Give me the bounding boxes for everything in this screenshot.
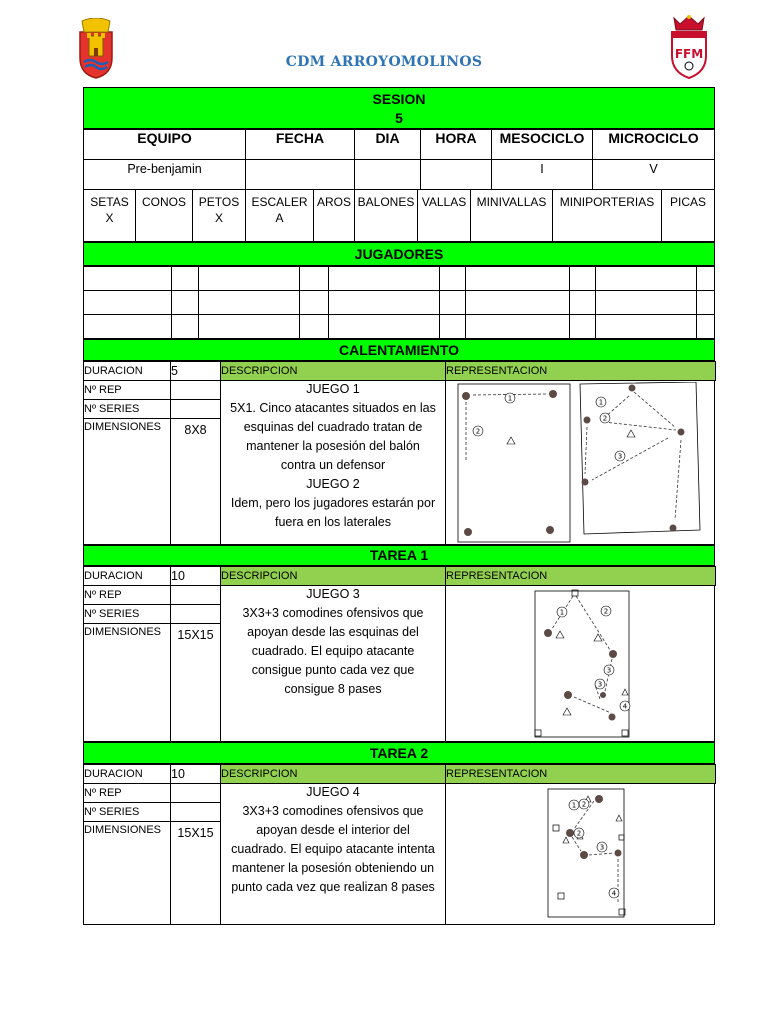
task1-descripcion-header: DESCRIPCION bbox=[220, 566, 446, 586]
desc-line: cuadrado. El equipo atacante intenta bbox=[231, 842, 435, 856]
material-setas-mark: X bbox=[105, 211, 114, 225]
material-escalera: ESCALER bbox=[251, 195, 308, 209]
warmup-series-label: Nº SERIES bbox=[83, 399, 171, 419]
task1-duracion-value: 10 bbox=[170, 566, 221, 586]
desc-line: 3X3+3 comodines ofensivos que bbox=[242, 804, 424, 818]
warmup-rep-label: Nº REP bbox=[83, 380, 171, 400]
desc-line: contra un defensor bbox=[280, 458, 386, 472]
material-vallas: VALLAS bbox=[421, 195, 467, 209]
task2-num-2: 2 bbox=[581, 800, 587, 809]
task1-dimensiones-label: DIMENSIONES bbox=[83, 623, 171, 742]
task1-representacion-header: REPRESENTACION bbox=[445, 566, 716, 586]
desc-line: apoyan desde las esquinas del bbox=[247, 625, 419, 639]
desc-line: mantener la posesión del balón bbox=[246, 439, 420, 453]
desc-line: JUEGO 2 bbox=[306, 477, 360, 491]
session-banner bbox=[83, 87, 715, 129]
session-label: SESION bbox=[372, 91, 426, 107]
task2-diagram bbox=[546, 787, 626, 921]
task1-title: TAREA 1 bbox=[369, 547, 429, 563]
material-aros: AROS bbox=[316, 195, 351, 209]
players-table bbox=[83, 266, 715, 339]
session-info-table bbox=[83, 129, 715, 190]
task2-num-4: 4 bbox=[611, 889, 617, 898]
task1-dimensiones-value: 15X15 bbox=[170, 623, 221, 742]
desc-line: cuadrado. El equipo atacante bbox=[251, 644, 415, 658]
value-microciclo: V bbox=[649, 162, 658, 176]
task1-num-3b: 3 bbox=[597, 680, 603, 689]
desc-line: 3X3+3 comodines ofensivos que bbox=[242, 606, 424, 620]
warmup-num-1b: 1 bbox=[598, 398, 604, 407]
task2-description bbox=[220, 783, 446, 925]
header-mesociclo: MESOCICLO bbox=[499, 130, 585, 146]
material-petos: PETOS bbox=[198, 195, 240, 209]
warmup-banner bbox=[83, 339, 715, 361]
header-equipo: EQUIPO bbox=[137, 130, 192, 146]
desc-line: 5X1. Cinco atacantes situados en las bbox=[230, 401, 436, 415]
task1-num-2: 2 bbox=[603, 607, 609, 616]
desc-line: mantener la posesión obteniendo un bbox=[231, 861, 435, 875]
task2-banner bbox=[83, 742, 715, 764]
warmup-title: CALENTAMIENTO bbox=[338, 342, 460, 358]
warmup-num-2b: 2 bbox=[602, 414, 608, 423]
material-escalera-mark: A bbox=[275, 211, 284, 225]
task2-duracion-label: DURACION bbox=[83, 764, 171, 784]
players-title: JUGADORES bbox=[354, 246, 444, 262]
task2-num-2b: 2 bbox=[576, 829, 582, 838]
warmup-dimensiones-label: DIMENSIONES bbox=[83, 418, 171, 545]
task2-descripcion-header: DESCRIPCION bbox=[220, 764, 446, 784]
task2-dimensiones-value: 15X15 bbox=[170, 821, 221, 925]
warmup-description bbox=[220, 380, 446, 545]
warmup-descripcion-header: DESCRIPCION bbox=[220, 361, 446, 381]
warmup-dimensiones-value: 8X8 bbox=[170, 418, 221, 545]
svg-text:FFM: FFM bbox=[674, 47, 704, 61]
task1-diagram bbox=[532, 587, 636, 741]
header-microciclo: MICROCICLO bbox=[608, 130, 699, 146]
value-equipo: Pre-benjamin bbox=[127, 162, 202, 176]
material-miniporterias: MINIPORTERIAS bbox=[559, 195, 655, 209]
players-banner bbox=[83, 242, 715, 266]
task1-num-1: 1 bbox=[559, 608, 565, 617]
desc-line: fuera en los laterales bbox=[274, 515, 392, 529]
value-mesociclo: I bbox=[540, 162, 544, 176]
material-petos-mark: X bbox=[214, 211, 223, 225]
desc-line: consigue punto cada vez que bbox=[251, 663, 415, 677]
warmup-diagram bbox=[454, 382, 716, 544]
header-fecha: FECHA bbox=[275, 130, 325, 146]
task2-block bbox=[83, 764, 715, 925]
header-dia: DIA bbox=[375, 130, 400, 146]
warmup-num-3: 3 bbox=[617, 452, 623, 461]
task2-representacion-header: REPRESENTACION bbox=[445, 764, 716, 784]
task2-duracion-value: 10 bbox=[170, 764, 221, 784]
task2-title: TAREA 2 bbox=[369, 745, 429, 761]
warmup-block bbox=[83, 361, 715, 545]
task2-series-label: Nº SERIES bbox=[83, 802, 171, 822]
task1-rep-label: Nº REP bbox=[83, 585, 171, 605]
desc-line: JUEGO 4 bbox=[306, 785, 360, 799]
page-title: CDM ARROYOMOLINOS bbox=[285, 54, 483, 70]
session-number: 5 bbox=[395, 110, 403, 126]
desc-line: esquinas del cuadrado tratan de bbox=[243, 420, 423, 434]
desc-line: JUEGO 1 bbox=[306, 382, 360, 396]
desc-line: apoyan desde el interior del bbox=[256, 823, 410, 837]
task1-description bbox=[220, 585, 446, 742]
task2-num-3: 3 bbox=[599, 843, 605, 852]
material-balones: BALONES bbox=[357, 195, 415, 209]
warmup-num-2: 2 bbox=[475, 427, 481, 436]
warmup-duracion-label: DURACION bbox=[83, 361, 171, 381]
task2-rep-label: Nº REP bbox=[83, 783, 171, 803]
ffm-federation-crest-logo bbox=[668, 14, 710, 80]
materials-table bbox=[83, 189, 715, 242]
warmup-representacion-header: REPRESENTACION bbox=[445, 361, 716, 381]
desc-line: consigue 8 pases bbox=[284, 682, 382, 696]
task1-duracion-label: DURACION bbox=[83, 566, 171, 586]
material-setas: SETAS bbox=[90, 195, 129, 209]
warmup-duracion-value: 5 bbox=[170, 361, 221, 381]
task2-num-1: 1 bbox=[571, 801, 577, 810]
material-picas: PICAS bbox=[669, 195, 706, 209]
desc-line: JUEGO 3 bbox=[306, 587, 360, 601]
task2-dimensiones-label: DIMENSIONES bbox=[83, 821, 171, 925]
task1-num-3: 3 bbox=[606, 666, 612, 675]
task1-series-label: Nº SERIES bbox=[83, 604, 171, 624]
task1-banner bbox=[83, 545, 715, 566]
arroyomolinos-crest-logo bbox=[76, 18, 116, 80]
desc-line: Idem, pero los jugadores estarán por bbox=[230, 496, 436, 510]
task1-block bbox=[83, 566, 715, 742]
task1-num-4: 4 bbox=[622, 702, 628, 711]
material-minivallas: MINIVALLAS bbox=[476, 195, 547, 209]
header-hora: HORA bbox=[435, 130, 477, 146]
material-conos: CONOS bbox=[141, 195, 186, 209]
desc-line: punto cada vez que realizan 8 pases bbox=[231, 880, 435, 894]
warmup-num-1: 1 bbox=[507, 394, 513, 403]
